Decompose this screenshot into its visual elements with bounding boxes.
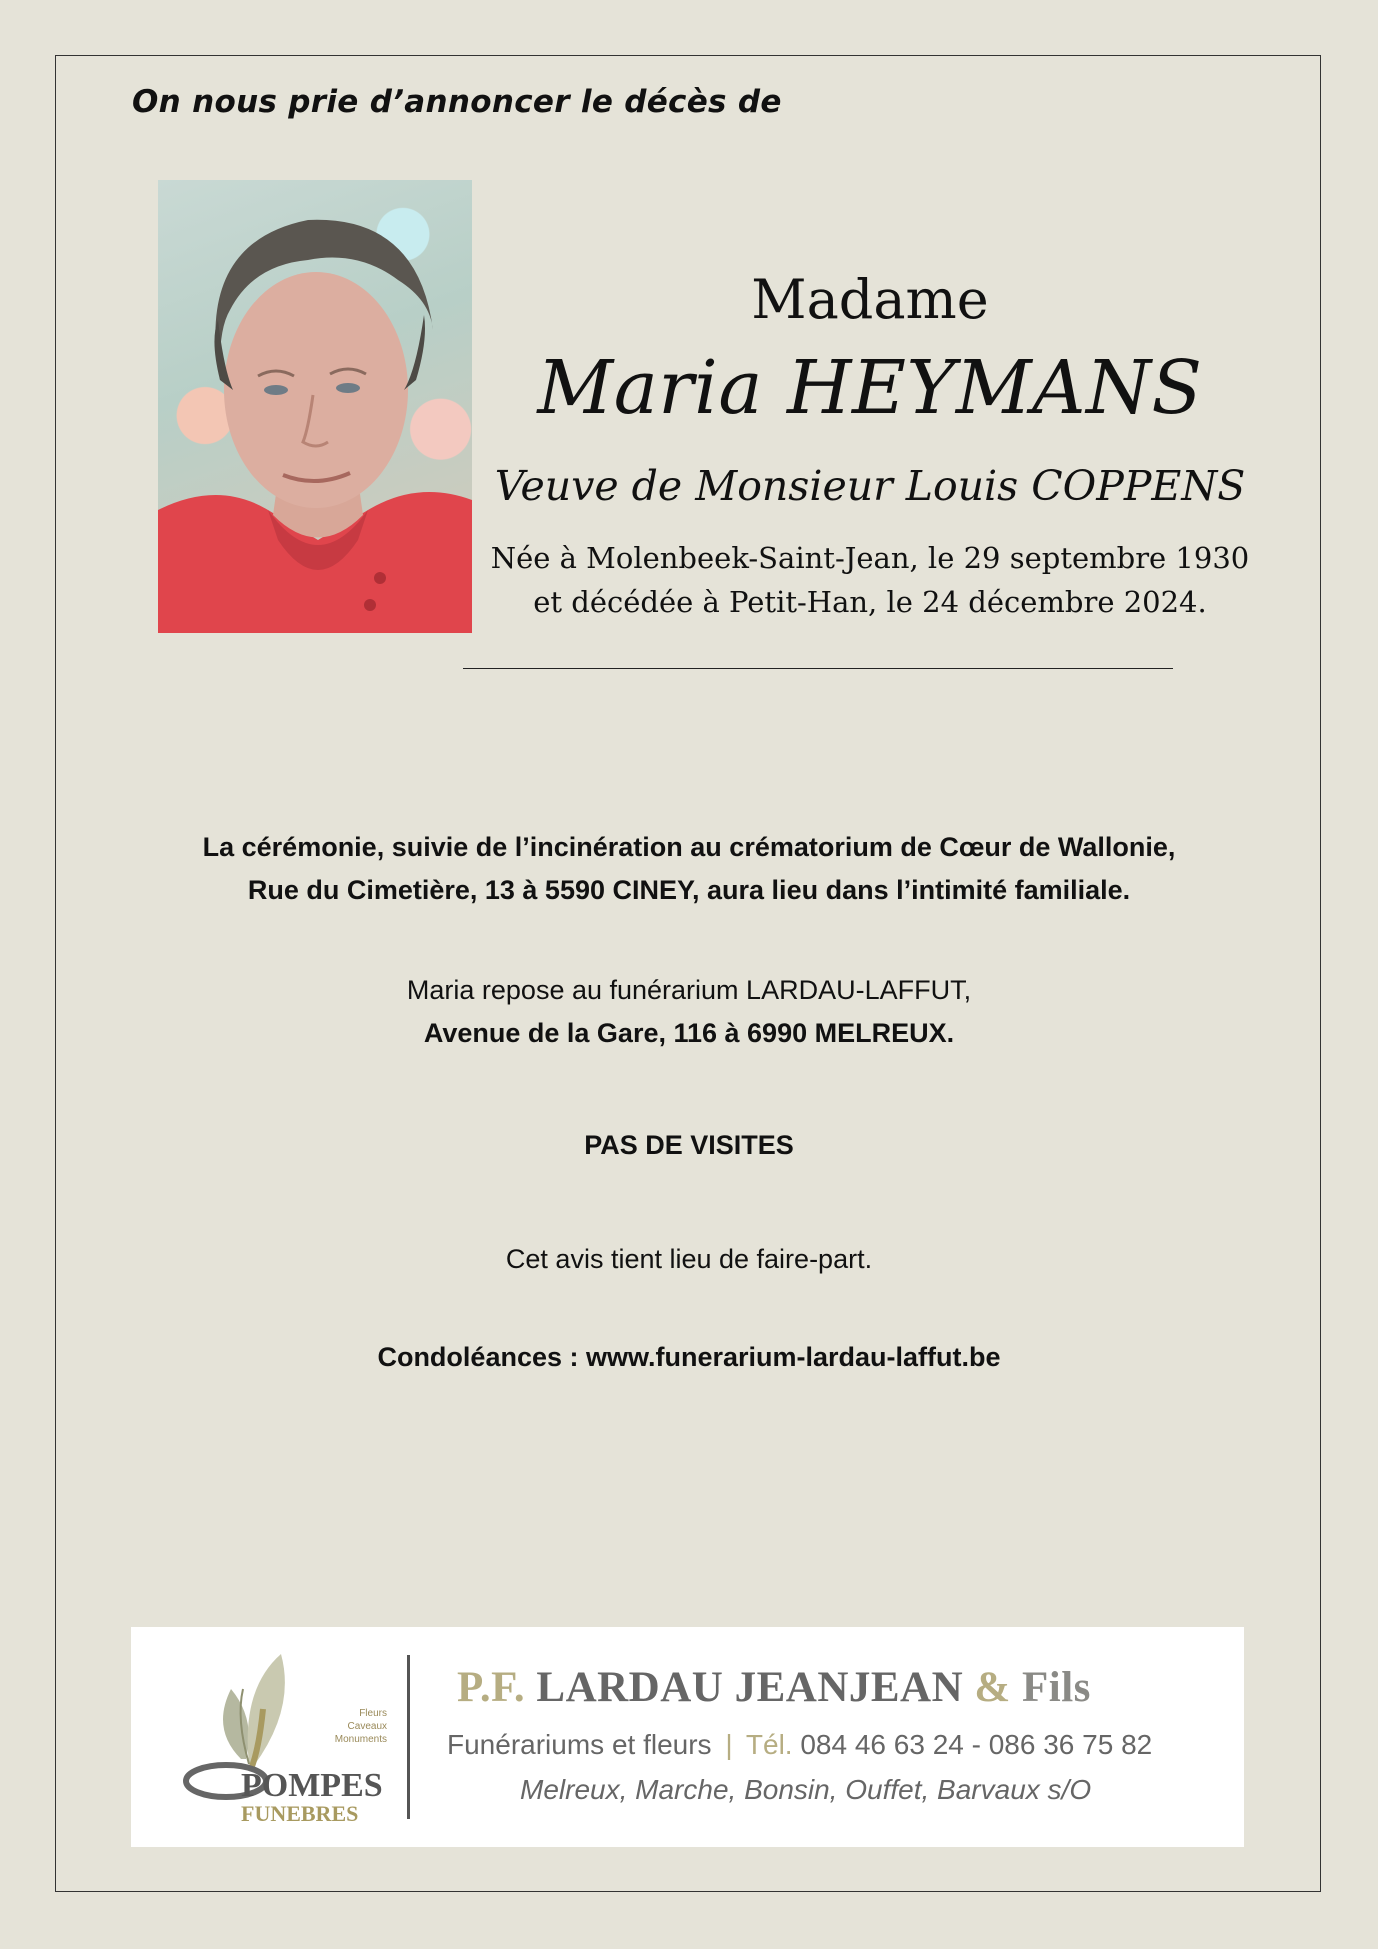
services-text: Funérariums et fleurs <box>447 1729 712 1760</box>
repose-line-1: Maria repose au funérarium LARDAU-LAFFUT, <box>406 975 972 1005</box>
ceremony-info <box>90 826 1288 912</box>
birth-death-dates <box>475 536 1265 624</box>
widow-of: Veuve de Monsieur Louis COPPENS <box>494 462 1246 510</box>
ceremony-line-2: Rue du Cimetière, 13 à 5590 CINEY, aura lieu dans l’intimité familiale. <box>247 875 1131 905</box>
condolences-link[interactable]: Condoléances : www.funerarium-lardau-laffut.be <box>377 1342 1001 1372</box>
no-visits: PAS DE VISITES <box>584 1130 794 1160</box>
repose-info <box>90 969 1288 1055</box>
salutation: Madame <box>751 268 989 331</box>
tel-label: Tél. <box>745 1729 793 1760</box>
logo-text-pompes: POMPES <box>241 1767 383 1804</box>
logo-subtitle <box>281 1707 387 1746</box>
company-fils: Fils <box>1022 1664 1091 1711</box>
ceremony-line-1: La cérémonie, suivie de l’incinération au crématorium de Cœur de Wallonie, <box>202 832 1176 862</box>
logo-sub-caveaux: Caveaux <box>347 1721 387 1732</box>
company-main: LARDAU JEANJEAN <box>536 1664 964 1711</box>
footer-separator <box>407 1655 410 1819</box>
portrait-photo <box>158 180 472 633</box>
logo-sub-monuments: Monuments <box>334 1734 387 1745</box>
locations-line: Melreux, Marche, Bonsin, Ouffet, Barvaux s/O <box>520 1774 1092 1805</box>
company-amp: & <box>974 1664 1011 1711</box>
logo-text-funebres: FUNEBRES <box>241 1801 359 1826</box>
repose-line-2: Avenue de la Gare, 116 à 6990 MELREUX. <box>423 1018 955 1048</box>
intro-text: On nous prie d’annoncer le décès de <box>132 84 782 120</box>
tel-numbers: 084 46 63 24 - 086 36 75 82 <box>800 1729 1153 1760</box>
services-line <box>447 1729 1152 1761</box>
company-pf: P.F. <box>457 1664 526 1711</box>
deceased-name: Maria HEYMANS <box>537 345 1203 431</box>
divider <box>463 668 1173 669</box>
notice-text: Cet avis tient lieu de faire-part. <box>505 1244 873 1274</box>
services-separator: | <box>725 1729 733 1760</box>
death-line: et décédée à Petit-Han, le 24 décembre 2024. <box>533 585 1207 619</box>
birth-line: Née à Molenbeek-Saint-Jean, le 29 septembre 1930 <box>490 541 1250 575</box>
company-name <box>457 1663 1091 1712</box>
funeral-home-banner <box>131 1627 1244 1847</box>
logo-sub-fleurs: Fleurs <box>359 1708 387 1719</box>
